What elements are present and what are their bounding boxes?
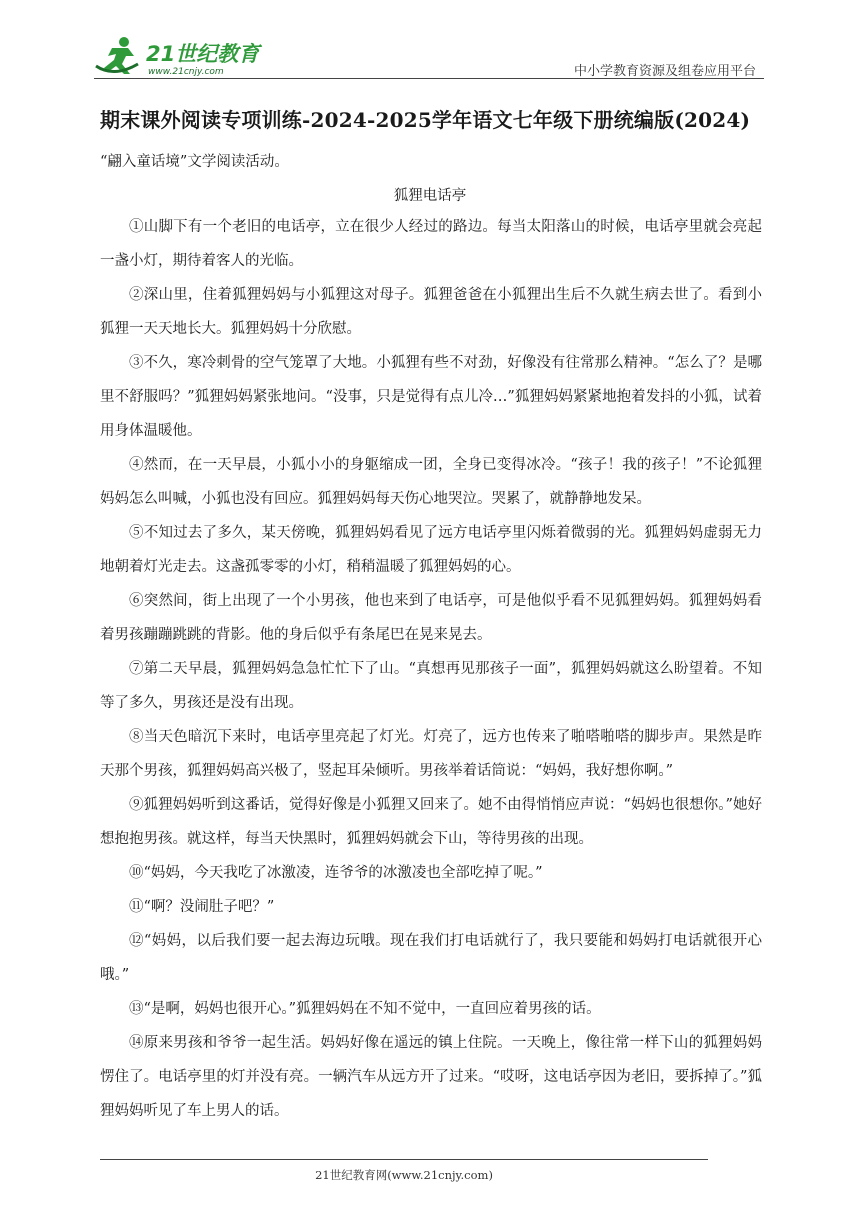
page-header <box>94 34 764 82</box>
paragraph-2: ②深山里，住着狐狸妈妈与小狐狸这对母子。狐狸爸爸在小狐狸出生后不久就生病去世了。看到小狐狸一天天地长大。狐狸妈妈十分欣慰。 <box>100 287 762 337</box>
paragraph-8: ⑧当天色暗沉下来时，电话亭里亮起了灯光。灯亮了，远方也传来了啪嗒啪嗒的脚步声。果然是昨天那个男孩，狐狸妈妈高兴极了，竖起耳朵倾听。男孩举着话筒说：“妈妈，我好想你啊。” <box>100 729 762 779</box>
paragraph-3: ③不久，寒冷刺骨的空气笼罩了大地。小狐狸有些不对劲，好像没有往常那么精神。“怎么了？是哪里不舒服吗？”狐狸妈妈紧张地问。“没事，只是觉得有点儿冷…”狐狸妈妈紧紧地抱着发抖的小狐，试着用身体温暖他。 <box>100 355 762 439</box>
paragraph-10: ⑩“妈妈，今天我吃了冰激凌，连爷爷的冰激凌也全部吃掉了呢。” <box>129 865 543 881</box>
paragraph-14: ⑭原来男孩和爷爷一起生活。妈妈好像在遥远的镇上住院。一天晚上，像往常一样下山的狐狸妈妈愣住了。电话亭里的灯并没有亮。一辆汽车从远方开了过来。“哎呀，这电话亭因为老旧，要拆掉了。”狐狸妈妈听见了车上男人的话。 <box>100 1035 762 1119</box>
paragraph-12: ⑫“妈妈，以后我们要一起去海边玩哦。现在我们打电话就行了，我只要能和妈妈打电话就很开心哦。” <box>100 933 762 983</box>
header-divider <box>94 78 764 79</box>
story-title: 狐狸电话亭 <box>393 188 467 204</box>
svg-text:www.21cnjy.com: www.21cnjy.com <box>148 67 224 77</box>
svg-text:21世纪教育: 21世纪教育 <box>146 42 260 66</box>
paragraph-5: ⑤不知过去了多久，某天傍晚，狐狸妈妈看见了远方电话亭里闪烁着微弱的光。狐狸妈妈虚弱无力地朝着灯光走去。这盏孤零零的小灯，稍稍温暖了狐狸妈妈的心。 <box>100 525 762 575</box>
site-logo <box>94 34 269 78</box>
page-footer: 21世纪教育网(www.21cnjy.com) <box>315 1168 493 1182</box>
platform-name: 中小学教育资源及组卷应用平台 <box>573 64 756 79</box>
paragraph-7: ⑦第二天早晨，狐狸妈妈急急忙忙下了山。“真想再见那孩子一面”，狐狸妈妈就这么盼望着。不知等了多久，男孩还是没有出现。 <box>100 661 762 711</box>
document-title: 期末课外阅读专项训练-2024-2025学年语文七年级下册统编版(2024) <box>100 108 751 132</box>
paragraph-13: ⑬“是啊，妈妈也很开心。”狐狸妈妈在不知不觉中，一直回应着男孩的话。 <box>129 1001 601 1017</box>
paragraph-6: ⑥突然间，街上出现了一个小男孩，他也来到了电话亭，可是他似乎看不见狐狸妈妈。狐狸妈妈看着男孩蹦蹦跳跳的背影。他的身后似乎有条尾巴在晃来晃去。 <box>100 593 762 643</box>
activity-intro: “翩入童话境”文学阅读活动。 <box>100 154 289 170</box>
paragraph-4: ④然而，在一天早晨，小狐小小的身躯缩成一团，全身已变得冰冷。“孩子！我的孩子！”不论狐狸妈妈怎么叫喊，小狐也没有回应。狐狸妈妈每天伤心地哭泣。哭累了，就静静地发呆。 <box>100 457 762 507</box>
paragraph-1: ①山脚下有一个老旧的电话亭，立在很少人经过的路边。每当太阳落山的时候，电话亭里就会亮起一盏小灯，期待着客人的光临。 <box>100 219 762 269</box>
runner-icon <box>96 37 138 74</box>
footer-divider <box>100 1159 708 1160</box>
paragraph-9: ⑨狐狸妈妈听到这番话，觉得好像是小狐狸又回来了。她不由得悄悄应声说：“妈妈也很想你。”她好想抱抱男孩。就这样，每当天快黑时，狐狸妈妈就会下山，等待男孩的出现。 <box>100 797 762 847</box>
paragraph-11: ⑪“啊？没闹肚子吧？” <box>129 899 275 915</box>
